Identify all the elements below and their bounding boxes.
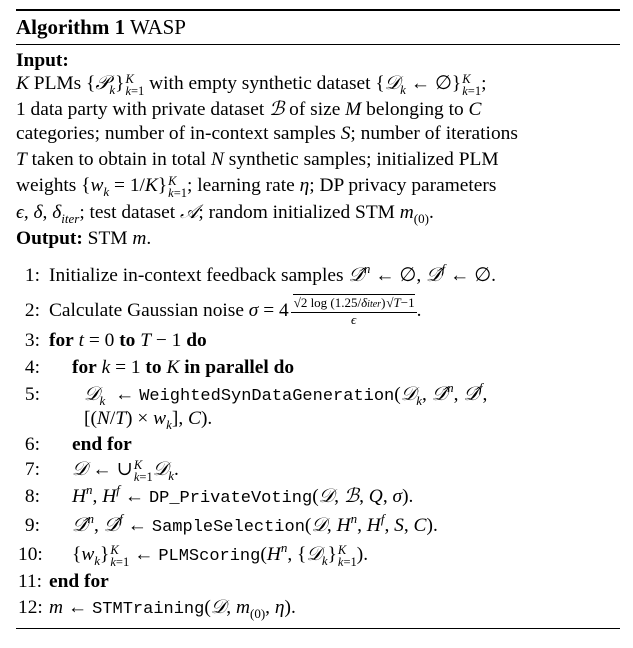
algorithm-name: WASP xyxy=(129,15,186,39)
bottom-rule xyxy=(16,628,620,629)
header-rule xyxy=(16,44,620,45)
input-line-2: 1 data party with private dataset ℬ of size M belonging to C xyxy=(16,99,482,120)
output-line: Output: STM m. xyxy=(16,228,152,249)
input-line-6: ϵ, δ, $\delta_{iter}$; test dataset 𝒜; random initialized STM $m_{(0)}$. xyxy=(16,202,434,226)
input-label-line xyxy=(16,49,69,73)
algorithm-label: Algorithm 1 xyxy=(16,15,126,39)
step-5: 5: 𝒟$_k$ ← WeightedSynDataGeneration(𝒟$_k$, 𝒟̂$^n$, 𝒟̂$^f$, xyxy=(24,380,488,408)
step-5-cont: $[(N/T) \times w_k]$, C). xyxy=(84,408,213,432)
fn-dp-private-voting: DP_PrivateVoting xyxy=(148,489,313,508)
input-line-3: categories; number of in-context samples S; number of iterations xyxy=(16,123,518,144)
top-rule xyxy=(16,9,620,11)
step-11: 11: end for xyxy=(18,571,109,592)
input-label: Input: xyxy=(16,50,69,71)
step-12: 12: m ← STMTraining(𝒟, $m_{(0)}$, η). xyxy=(18,597,296,621)
step-10: 10: $\{w_k\}$ K k=1 ← $PLMScoring(H^n$, {𝒟$_k$} K k=1 ). xyxy=(18,540,369,569)
step-4: 4: for k = 1 to K in parallel do xyxy=(24,357,295,378)
step-9: 9: 𝒟̂$^n$, 𝒟̂$^f$ ← SampleSelection(𝒟, $H^n$, $H^f$, S, C). xyxy=(24,511,438,537)
input-line-1: K PLMs {𝒫$_k$} K k=1 with empty synthetic dataset {𝒟$_k$ ← ∅} K k=1 ; xyxy=(16,71,487,98)
step-3: 3: for t = 0 to T − 1 do xyxy=(24,330,207,351)
fn-plm-scoring: PLMScoring xyxy=(158,547,261,566)
step-2: 2: Calculate Gaussian noise σ = 4 $\frac{\text{√2 log (1.25/δiter)√T−1}}{\epsilon}$ . xyxy=(24,295,422,327)
fn-weighted-syn-data-generation: WeightedSynDataGeneration xyxy=(139,387,395,406)
input-line-5: weights $\{w_k = 1/K\}$ K k=1 ; learning rate η; DP privacy parameters xyxy=(16,173,497,200)
fn-sample-selection: SampleSelection xyxy=(151,518,305,537)
input-line-4: T taken to obtain in total N synthetic samples; initialized PLM xyxy=(16,149,499,170)
step-8: 8: $H^n$, $H^f$ ← DP_PrivateVoting(𝒟, ℬ, Q, σ). xyxy=(24,482,414,508)
step-7: 7: 𝒟 ← ∪ K k=1 𝒟$_k$. xyxy=(24,457,179,484)
step-1: 1: Initialize in-context feedback samples 𝒟̂$^n$ ← ∅, 𝒟̂$^f$ ← ∅. xyxy=(24,261,496,286)
output-label: Output: xyxy=(16,228,83,249)
step-6: 6: end for xyxy=(24,434,132,455)
fn-stm-training: STMTraining xyxy=(92,600,205,619)
algorithm-title xyxy=(16,12,186,42)
